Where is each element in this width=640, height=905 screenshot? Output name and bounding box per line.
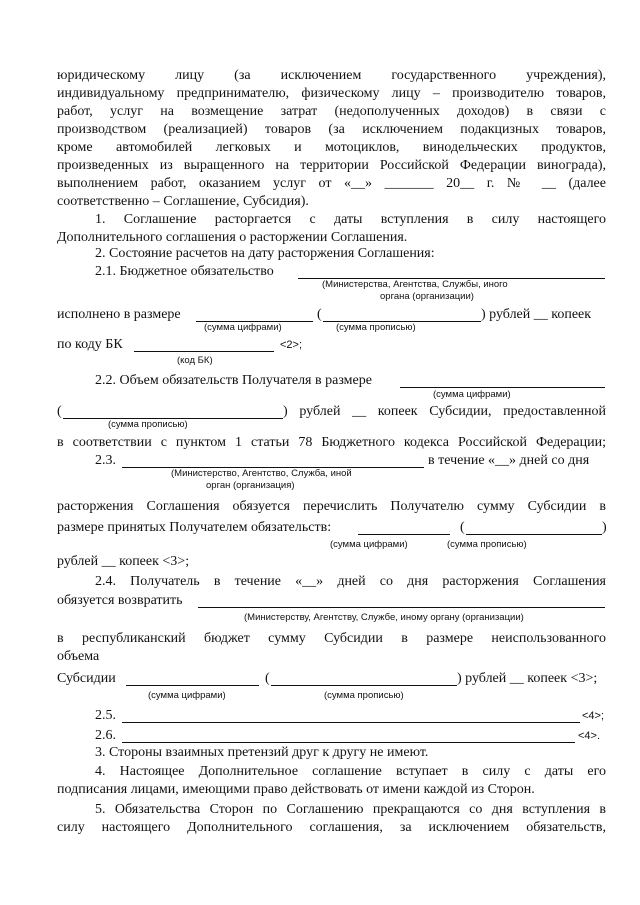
clause-2-3-sum-digits-caption: (сумма цифрами)	[330, 539, 408, 550]
clause-3: 3. Стороны взаимных претензий друг к другу не имеют.	[95, 745, 429, 760]
payout-sum-words-field[interactable]	[466, 534, 602, 535]
return-sum-words-field[interactable]	[271, 685, 457, 686]
clause-2-2-rub-kop: ) рублей __ копеек Субсидии, предоставленной	[283, 404, 606, 419]
clause-2-title: 2. Состояние расчетов на дату расторжения Соглашения:	[95, 246, 435, 261]
clause-2-3-label: 2.3.	[95, 453, 116, 468]
clause-2-5-field[interactable]	[122, 722, 580, 723]
clause-2-2-sum-words-caption: (сумма прописью)	[108, 419, 188, 430]
clause-2-5-label: 2.5.	[95, 708, 116, 723]
clause-2-3-open-paren: (	[460, 520, 465, 535]
clause-2-4-caption: (Министерству, Агентству, Службе, иному органу (организации)	[244, 612, 524, 623]
clause-2-3-close-paren: )	[602, 520, 607, 535]
clause-2-4-rub-kop: ) рублей __ копеек <3>;	[457, 671, 598, 686]
clause-2-1-sum-digits-caption: (сумма цифрами)	[204, 322, 282, 333]
clause-2-4-subsidy-label: Субсидии	[57, 671, 116, 686]
intro-line-5: кроме автомобилей легковых и мотоциклов, винодельческих продуктов,	[57, 140, 606, 155]
intro-line-7: выполнением работ, оказанием услуг от «__» _______ 20__ г. № __ (далее	[57, 176, 606, 191]
clause-2-3-body-line-1: расторжения Соглашения обязуется перечислить Получателю сумму Субсидии в	[57, 499, 606, 514]
intro-line-2: индивидуальному предпринимателю, физическому лицу – производителю товаров,	[57, 86, 606, 101]
clause-2-4-line-4: объема	[57, 649, 100, 664]
clause-2-3-body-line-2: размере принятых Получателем обязательств:	[57, 520, 332, 535]
clause-2-1-bk-caption: (код БК)	[177, 355, 213, 366]
clause-2-2-label: 2.2. Объем обязательств Получателя в размере	[95, 373, 372, 388]
payout-sum-digits-field[interactable]	[358, 534, 450, 535]
return-recipient-field[interactable]	[198, 607, 605, 608]
clause-1-line-2: Дополнительного соглашения о расторжении Соглашения.	[57, 230, 408, 245]
obligation-sum-digits-field[interactable]	[400, 387, 605, 388]
clause-2-4-line-3: в республиканский бюджет сумму Субсидии в размере неиспользованного	[57, 631, 606, 646]
intro-line-8: соответственно – Соглашение, Субсидия).	[57, 194, 309, 209]
intro-line-4: производством (реализацией) товаров (за исключением подакцизных товаров,	[57, 122, 606, 137]
clause-2-1-rub-kop: ) рублей __ копеек	[481, 307, 592, 322]
clause-2-1-executed-label: исполнено в размере	[57, 307, 181, 322]
clause-2-1-bk-label: по коду БК	[57, 337, 123, 352]
clause-2-6-note: <4>.	[578, 730, 601, 742]
clause-2-3-sum-words-caption: (сумма прописью)	[447, 539, 527, 550]
intro-line-3: работ, услуг на возмещение затрат (недополученных доходов) в связи с	[57, 104, 606, 119]
clause-2-4-line-1: 2.4. Получатель в течение «__» дней со дня расторжения Соглашения	[95, 574, 606, 589]
bk-code-field[interactable]	[134, 351, 274, 352]
clause-5-line-2: силу настоящего Дополнительного соглашения, за исключением обязательств,	[57, 820, 606, 835]
clause-2-3-rub-kop: рублей __ копеек <3>;	[57, 554, 190, 569]
clause-2-6-field[interactable]	[122, 742, 575, 743]
intro-line-6: произведенных из выращенного на территории Российской Федерации винограда),	[57, 158, 606, 173]
clause-2-4-line-2: обязуется возвратить	[57, 593, 183, 608]
clause-4-line-1: 4. Настоящее Дополнительное соглашение вступает в силу с даты его	[95, 764, 606, 779]
clause-2-3-caption-a: (Министерство, Агентство, Служба, иной	[171, 468, 352, 479]
clause-2-3-term: в течение «__» дней со дня	[428, 453, 590, 468]
clause-2-4-open-paren: (	[265, 671, 270, 686]
intro-line-1: юридическому лицу (за исключением государственного учреждения),	[57, 68, 606, 83]
clause-2-2-basis: в соответствии с пунктом 1 статьи 78 Бюджетного кодекса Российской Федерации;	[57, 435, 606, 450]
clause-2-1-sum-words-caption: (сумма прописью)	[336, 322, 416, 333]
clause-2-1-bk-note: <2>;	[280, 339, 303, 351]
clause-2-5-note: <4>;	[582, 710, 605, 722]
clause-5-line-1: 5. Обязательства Сторон по Соглашению прекращаются со дня вступления в	[95, 802, 606, 817]
clause-2-4-sum-digits-caption: (сумма цифрами)	[148, 690, 226, 701]
clause-2-3-caption-b: орган (организация)	[206, 480, 295, 491]
clause-2-1-caption-b: органа (организации)	[380, 291, 474, 302]
clause-2-2-open-paren: (	[57, 404, 62, 419]
clause-2-1-open-paren: (	[317, 307, 322, 322]
clause-2-1-label: 2.1. Бюджетное обязательство	[95, 264, 274, 279]
clause-2-1-caption-a: (Министерства, Агентства, Службы, иного	[322, 279, 508, 290]
clause-4-line-2: подписания лицами, имеющими право действовать от имени каждой из Сторон.	[57, 782, 535, 797]
clause-2-4-sum-words-caption: (сумма прописью)	[324, 690, 404, 701]
clause-2-6-label: 2.6.	[95, 728, 116, 743]
clause-2-2-sum-digits-caption: (сумма цифрами)	[433, 389, 511, 400]
return-sum-digits-field[interactable]	[126, 685, 259, 686]
clause-1-line-1: 1. Соглашение расторгается с даты вступления в силу настоящего	[95, 212, 606, 227]
